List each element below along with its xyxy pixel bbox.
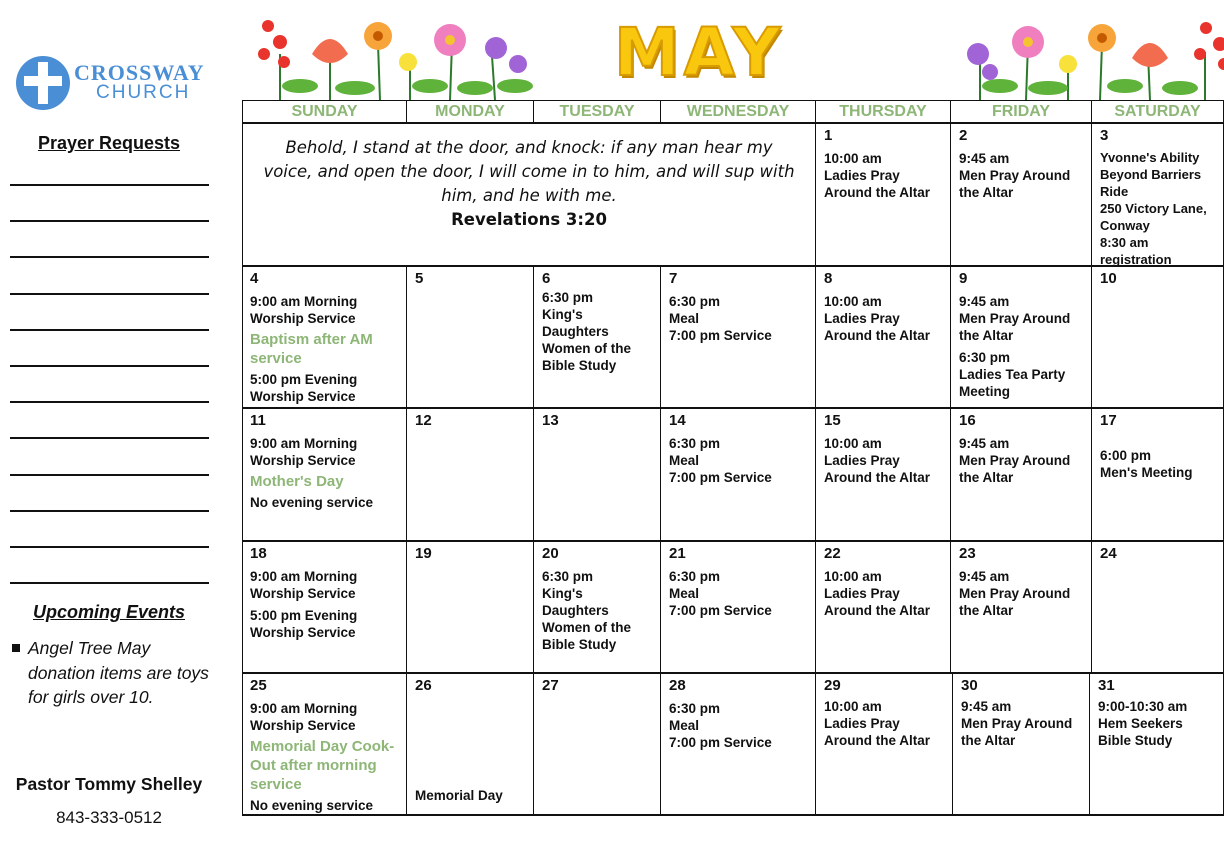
event-line: Meal <box>669 311 700 326</box>
event-line: 9:00 am Morning <box>250 701 358 716</box>
month-title: MAY <box>614 14 785 91</box>
event-line: Meal <box>669 586 700 601</box>
day-header-thursday: THURSDAY <box>816 100 951 124</box>
day-number: 6 <box>542 270 551 287</box>
day-cell-10 <box>1092 267 1224 409</box>
day-number: 28 <box>669 677 686 694</box>
event-line: Worship Service <box>250 389 356 404</box>
day-cell-14 <box>661 409 816 542</box>
event-line: 9:00 am Morning <box>250 294 358 309</box>
prayer-requests-title: Prayer Requests <box>37 133 181 153</box>
calendar-grid <box>242 100 1224 816</box>
day-cell-13 <box>534 409 661 542</box>
event-line: Men Pray Around <box>959 453 1071 468</box>
day-number: 19 <box>415 545 432 562</box>
writing-line <box>10 222 209 258</box>
event-line: 6:30 pm <box>542 569 594 584</box>
event-line: Worship Service <box>250 718 356 733</box>
highlight-event: Mother's Day <box>250 473 344 490</box>
verse-quote: Behold, I stand at the door, and knock: if any man hear my voice, and open the door, I will come in to him, and will sup with him, and he with me. <box>263 138 795 205</box>
day-number: 18 <box>250 545 267 562</box>
event-line: Around the Altar <box>824 470 930 485</box>
event-line: 6:30 pm <box>669 701 721 716</box>
day-cell-9 <box>951 267 1092 409</box>
event-line: King's Daughters <box>542 307 609 339</box>
event-line: 250 Victory Lane, <box>1100 201 1207 216</box>
event-line: Men's Meeting <box>1100 465 1193 480</box>
event-line: the Altar <box>959 603 1014 618</box>
logo-text-top: CROSSWAY <box>74 60 205 85</box>
event-line: Men Pray Around <box>961 716 1073 731</box>
event-line: Worship Service <box>250 625 356 640</box>
writing-line <box>10 512 209 548</box>
event-line: Hem Seekers <box>1098 716 1183 731</box>
writing-line <box>10 295 209 331</box>
event-line: 7:00 pm Service <box>669 328 772 343</box>
writing-line <box>10 439 209 475</box>
day-header-monday: MONDAY <box>407 100 534 124</box>
event-line: Meal <box>669 718 700 733</box>
event-line: the Altar <box>961 733 1016 748</box>
logo-text-bottom: CHURCH <box>96 82 191 103</box>
day-cell-29 <box>816 674 953 816</box>
event-line: King's Daughters <box>542 586 609 618</box>
event-line: No evening service <box>250 798 374 813</box>
event-line: 9:45 am <box>961 699 1012 714</box>
day-cell-6 <box>534 267 661 409</box>
event-line: Yvonne's Ability <box>1100 150 1200 165</box>
day-cell-4 <box>242 267 407 409</box>
day-number: 2 <box>959 127 968 144</box>
writing-line <box>10 258 209 294</box>
day-header-wednesday: WEDNESDAY <box>661 100 816 124</box>
event-line: Men Pray Around <box>959 168 1071 183</box>
event-line: the Altar <box>959 328 1014 343</box>
event-line: Meal <box>669 453 700 468</box>
day-cell-23 <box>951 542 1092 674</box>
day-number: 22 <box>824 545 841 562</box>
writing-line <box>10 331 209 367</box>
day-cell-24 <box>1092 542 1224 674</box>
event-line: Bible Study <box>542 358 617 373</box>
day-cell-28 <box>661 674 816 816</box>
day-number: 5 <box>415 270 424 287</box>
event-line: Men Pray Around <box>959 311 1071 326</box>
day-cell-15 <box>816 409 951 542</box>
event-line: Ladies Pray <box>824 453 900 468</box>
event-line: Bible Study <box>1098 733 1173 748</box>
day-cell-31 <box>1090 674 1224 816</box>
event-line: Bible Study <box>542 637 617 652</box>
event-line: Ride <box>1100 184 1129 199</box>
event-line: registration <box>1100 252 1172 267</box>
event-line: Ladies Pray <box>824 716 900 731</box>
day-number: 21 <box>669 545 686 562</box>
event-line: Around the Altar <box>824 185 930 200</box>
event-line: 10:00 am <box>824 151 882 166</box>
event-line: 5:00 pm Evening <box>250 608 358 623</box>
day-cell-5 <box>407 267 534 409</box>
event-line: 6:30 pm <box>669 569 721 584</box>
event-line: 10:00 am <box>824 436 882 451</box>
day-number: 30 <box>961 677 978 694</box>
flowers-left-icon <box>250 14 540 100</box>
event-line: No evening service <box>250 495 374 510</box>
event-line: 9:00-10:30 am <box>1098 699 1188 714</box>
phone-number: 843-333-0512 <box>56 808 162 827</box>
day-number: 9 <box>959 270 968 287</box>
event-line: the Altar <box>959 185 1014 200</box>
day-number: 10 <box>1100 270 1117 287</box>
day-cell-21 <box>661 542 816 674</box>
day-number: 16 <box>959 412 976 429</box>
event-line: 9:45 am <box>959 569 1010 584</box>
event-line: 5:00 pm Evening <box>250 372 358 387</box>
event-line: Ladies Pray <box>824 311 900 326</box>
day-number: 3 <box>1100 127 1109 144</box>
sidebar <box>0 0 230 864</box>
day-number: 29 <box>824 677 841 694</box>
day-cell-22 <box>816 542 951 674</box>
highlight-event: Memorial Day Cook-Out after morning service <box>250 738 395 793</box>
event-line: 6:30 pm <box>669 294 721 309</box>
day-cell-30 <box>953 674 1090 816</box>
prayer-request-lines <box>10 184 209 584</box>
day-number: 26 <box>415 677 432 694</box>
event-line: 6:30 pm <box>542 290 594 305</box>
cross-icon <box>16 56 70 110</box>
day-header-tuesday: TUESDAY <box>534 100 661 124</box>
writing-line <box>10 367 209 403</box>
day-number: 11 <box>250 412 266 429</box>
flowers-right-icon <box>950 14 1224 100</box>
event-line: 9:00 am Morning <box>250 569 358 584</box>
day-number: 1 <box>824 127 833 144</box>
event-line: 8:30 am <box>1100 235 1149 250</box>
event-line: 6:30 pm <box>669 436 721 451</box>
day-header-sunday: SUNDAY <box>242 100 407 124</box>
verse-reference: Revelations 3:20 <box>451 210 607 229</box>
day-number: 8 <box>824 270 833 287</box>
day-cell-12 <box>407 409 534 542</box>
event-line: Ladies Tea Party <box>959 367 1066 382</box>
event-line: 6:30 pm <box>959 350 1011 365</box>
day-cell-20 <box>534 542 661 674</box>
day-header-saturday: SATURDAY <box>1092 100 1224 124</box>
writing-line <box>10 186 209 222</box>
day-cell-11 <box>242 409 407 542</box>
event-line: Around the Altar <box>824 733 930 748</box>
day-header-friday: FRIDAY <box>951 100 1092 124</box>
pastor-name: Pastor Tommy Shelley <box>15 774 203 794</box>
day-number: 27 <box>542 677 559 694</box>
day-number: 23 <box>959 545 976 562</box>
church-logo <box>16 54 226 114</box>
day-cell-19 <box>407 542 534 674</box>
event-line: Meeting <box>959 384 1011 399</box>
event-line: 9:45 am <box>959 151 1010 166</box>
day-cell-7 <box>661 267 816 409</box>
day-cell-25 <box>242 674 407 816</box>
writing-line <box>10 548 209 584</box>
event-line: the Altar <box>959 470 1014 485</box>
day-number: 31 <box>1098 677 1115 694</box>
event-line: Worship Service <box>250 586 356 601</box>
bullet-icon <box>12 644 20 652</box>
writing-line <box>10 476 209 512</box>
day-number: 24 <box>1100 545 1117 562</box>
day-cell-17 <box>1092 409 1224 542</box>
day-cell-8 <box>816 267 951 409</box>
event-line: Men Pray Around <box>959 586 1071 601</box>
event-line: 10:00 am <box>824 294 882 309</box>
event-line: Women of the <box>542 341 631 356</box>
event-line: 7:00 pm Service <box>669 470 772 485</box>
day-number: 15 <box>824 412 841 429</box>
event-line: Worship Service <box>250 311 356 326</box>
event-line: Conway <box>1100 218 1150 233</box>
day-cell-1 <box>816 124 951 267</box>
event-line: 9:45 am <box>959 294 1010 309</box>
day-cell-18 <box>242 542 407 674</box>
day-number: 4 <box>250 270 259 287</box>
event-line: Around the Altar <box>824 328 930 343</box>
day-number: 14 <box>669 412 686 429</box>
upcoming-events-title: Upcoming Events <box>32 602 186 622</box>
writing-line <box>10 403 209 439</box>
day-number: 7 <box>669 270 678 287</box>
event-line: Around the Altar <box>824 603 930 618</box>
scripture-verse <box>242 124 816 267</box>
day-number: 25 <box>250 677 267 694</box>
event-text: Angel Tree May donation items are toys for girls over 10. <box>28 638 209 707</box>
day-cell-27 <box>534 674 661 816</box>
event-line: 10:00 am <box>824 699 882 714</box>
event-line: Worship Service <box>250 453 356 468</box>
event-line: 9:45 am <box>959 436 1010 451</box>
day-number: 13 <box>542 412 559 429</box>
day-cell-16 <box>951 409 1092 542</box>
calendar-header <box>242 0 1224 100</box>
event-line: Ladies Pray <box>824 168 900 183</box>
event-line: 7:00 pm Service <box>669 735 772 750</box>
event-line: 10:00 am <box>824 569 882 584</box>
event-line: 9:00 am Morning <box>250 436 358 451</box>
day-number: 12 <box>415 412 432 429</box>
day-cell-3 <box>1092 124 1224 267</box>
event-line: Ladies Pray <box>824 586 900 601</box>
day-number: 20 <box>542 545 559 562</box>
event-line: 6:00 pm <box>1100 448 1152 463</box>
event-line: 7:00 pm Service <box>669 603 772 618</box>
day-cell-2 <box>951 124 1092 267</box>
event-item <box>12 636 217 710</box>
day-cell-26 <box>407 674 534 816</box>
day-number: 17 <box>1100 412 1117 429</box>
event-line: Beyond Barriers <box>1100 167 1202 182</box>
event-line: Women of the <box>542 620 631 635</box>
event-line: Memorial Day <box>415 788 503 803</box>
highlight-event: Baptism after AM service <box>250 331 373 367</box>
